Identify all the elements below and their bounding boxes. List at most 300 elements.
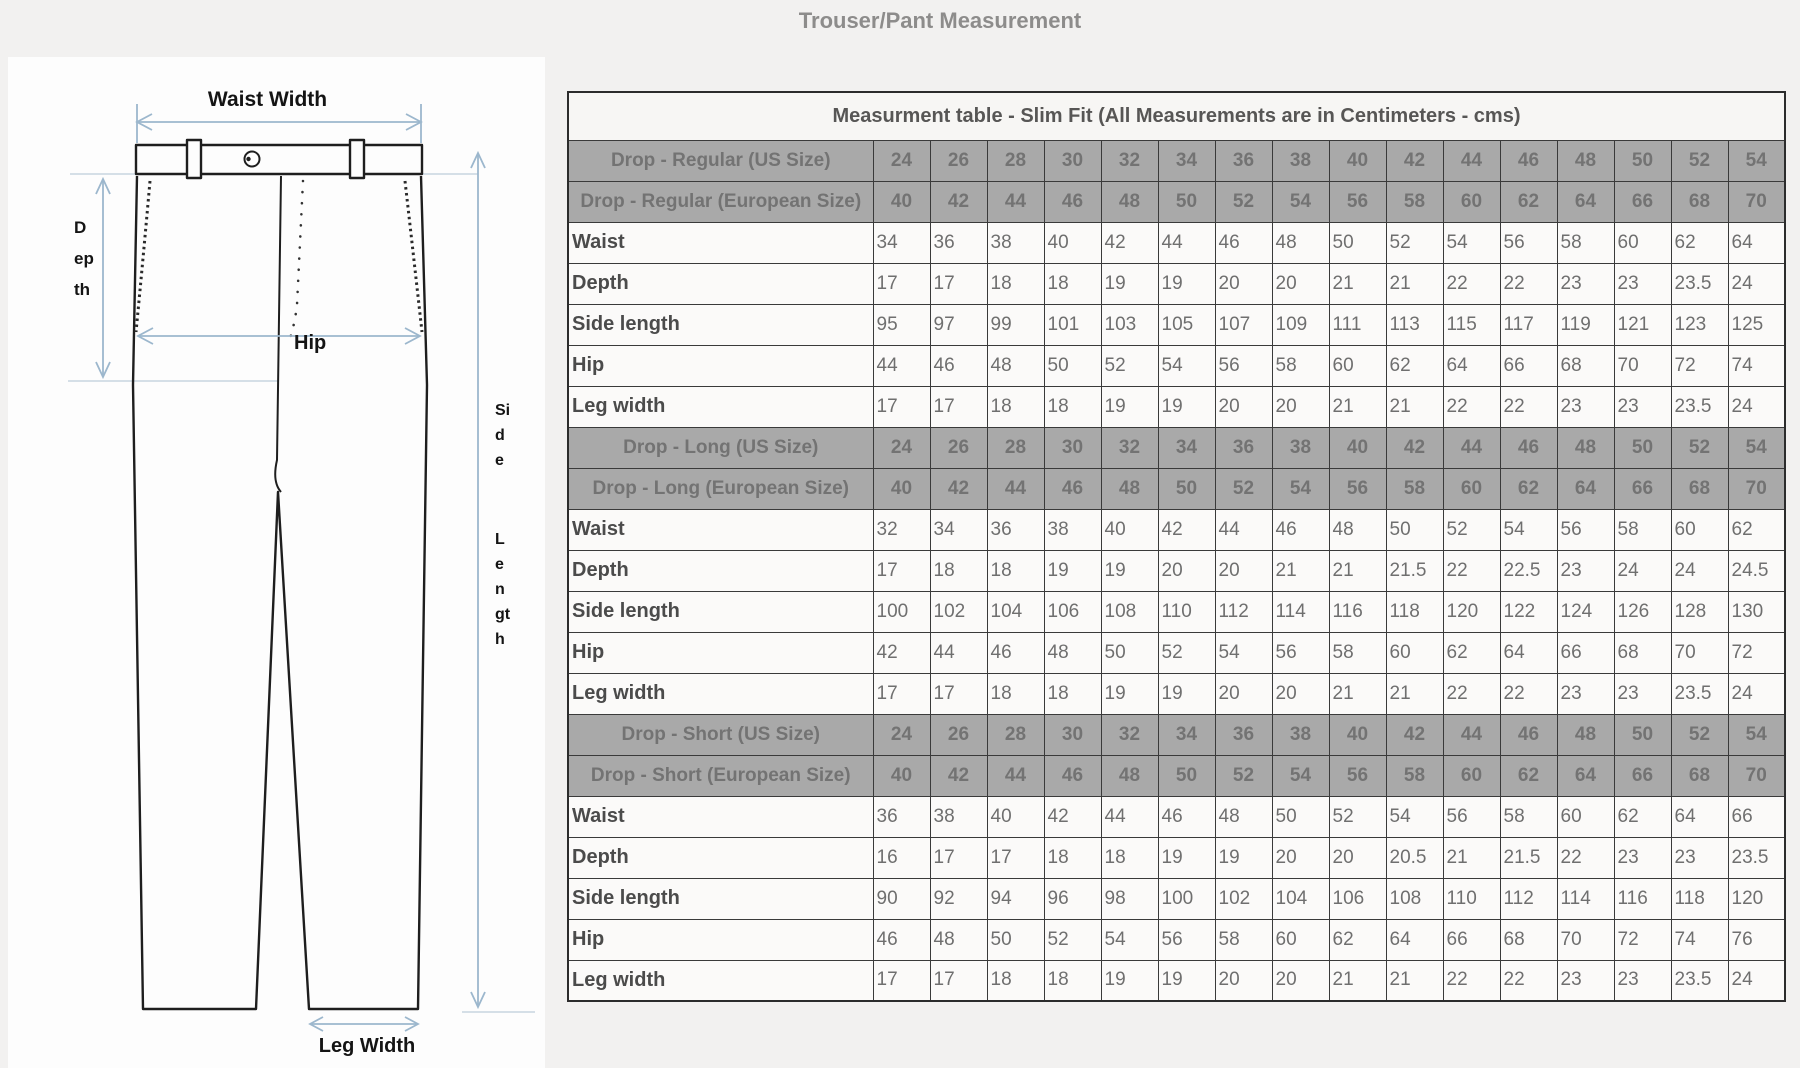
value-cell: 23.5 bbox=[1671, 263, 1728, 304]
value-cell: 56 bbox=[1443, 796, 1500, 837]
size-header-cell: 42 bbox=[1386, 140, 1443, 181]
value-cell: 64 bbox=[1500, 632, 1557, 673]
value-cell: 24.5 bbox=[1728, 550, 1785, 591]
value-cell: 106 bbox=[1044, 591, 1101, 632]
size-header-cell: 58 bbox=[1386, 468, 1443, 509]
section-eu-header-row bbox=[568, 468, 1785, 509]
measurement-row bbox=[568, 632, 1785, 673]
value-cell: 111 bbox=[1329, 304, 1386, 345]
size-header-cell: 28 bbox=[987, 714, 1044, 755]
value-cell: 105 bbox=[1158, 304, 1215, 345]
value-cell: 119 bbox=[1557, 304, 1614, 345]
row-label: Drop - Long (US Size) bbox=[568, 427, 873, 468]
value-cell: 108 bbox=[1101, 591, 1158, 632]
size-header-cell: 48 bbox=[1101, 755, 1158, 796]
value-cell: 68 bbox=[1614, 632, 1671, 673]
value-cell: 18 bbox=[987, 550, 1044, 591]
size-header-cell: 70 bbox=[1728, 755, 1785, 796]
value-cell: 58 bbox=[1557, 222, 1614, 263]
value-cell: 103 bbox=[1101, 304, 1158, 345]
value-cell: 21 bbox=[1386, 386, 1443, 427]
value-cell: 20 bbox=[1215, 673, 1272, 714]
value-cell: 17 bbox=[930, 263, 987, 304]
measurement-arrows bbox=[96, 104, 485, 1031]
size-header-cell: 70 bbox=[1728, 468, 1785, 509]
value-cell: 54 bbox=[1158, 345, 1215, 386]
value-cell: 56 bbox=[1557, 509, 1614, 550]
value-cell: 56 bbox=[1215, 345, 1272, 386]
value-cell: 62 bbox=[1728, 509, 1785, 550]
value-cell: 66 bbox=[1557, 632, 1614, 673]
value-cell: 23.5 bbox=[1671, 386, 1728, 427]
value-cell: 21 bbox=[1329, 550, 1386, 591]
size-header-cell: 56 bbox=[1329, 181, 1386, 222]
value-cell: 18 bbox=[1044, 837, 1101, 878]
value-cell: 19 bbox=[1101, 673, 1158, 714]
value-cell: 20 bbox=[1215, 960, 1272, 1001]
value-cell: 44 bbox=[1101, 796, 1158, 837]
value-cell: 46 bbox=[1215, 222, 1272, 263]
measurement-row bbox=[568, 796, 1785, 837]
size-header-cell: 42 bbox=[930, 181, 987, 222]
value-cell: 18 bbox=[1044, 386, 1101, 427]
value-cell: 21 bbox=[1386, 960, 1443, 1001]
value-cell: 107 bbox=[1215, 304, 1272, 345]
value-cell: 23 bbox=[1614, 837, 1671, 878]
value-cell: 46 bbox=[987, 632, 1044, 673]
size-header-cell: 50 bbox=[1158, 468, 1215, 509]
value-cell: 110 bbox=[1158, 591, 1215, 632]
value-cell: 19 bbox=[1101, 550, 1158, 591]
row-label: Drop - Regular (US Size) bbox=[568, 140, 873, 181]
value-cell: 66 bbox=[1443, 919, 1500, 960]
dotted-pocket-line bbox=[287, 181, 303, 346]
size-header-cell: 40 bbox=[1329, 714, 1386, 755]
value-cell: 17 bbox=[930, 673, 987, 714]
value-cell: 22 bbox=[1443, 960, 1500, 1001]
value-cell: 20 bbox=[1215, 550, 1272, 591]
value-cell: 74 bbox=[1671, 919, 1728, 960]
size-header-cell: 44 bbox=[1443, 427, 1500, 468]
value-cell: 24 bbox=[1671, 550, 1728, 591]
value-cell: 36 bbox=[930, 222, 987, 263]
value-cell: 18 bbox=[987, 960, 1044, 1001]
size-header-cell: 66 bbox=[1614, 755, 1671, 796]
value-cell: 44 bbox=[930, 632, 987, 673]
size-header-cell: 42 bbox=[930, 755, 987, 796]
measurement-row bbox=[568, 919, 1785, 960]
value-cell: 40 bbox=[987, 796, 1044, 837]
value-cell: 58 bbox=[1500, 796, 1557, 837]
row-label: Depth bbox=[568, 550, 873, 591]
value-cell: 46 bbox=[930, 345, 987, 386]
value-cell: 17 bbox=[873, 386, 930, 427]
value-cell: 19 bbox=[1215, 837, 1272, 878]
value-cell: 23 bbox=[1614, 263, 1671, 304]
value-cell: 38 bbox=[1044, 509, 1101, 550]
size-header-cell: 24 bbox=[873, 427, 930, 468]
size-header-cell: 36 bbox=[1215, 140, 1272, 181]
value-cell: 116 bbox=[1329, 591, 1386, 632]
size-header-cell: 54 bbox=[1728, 714, 1785, 755]
row-label: Drop - Short (European Size) bbox=[568, 755, 873, 796]
size-header-cell: 32 bbox=[1101, 427, 1158, 468]
value-cell: 124 bbox=[1557, 591, 1614, 632]
value-cell: 20.5 bbox=[1386, 837, 1443, 878]
value-cell: 70 bbox=[1614, 345, 1671, 386]
size-header-cell: 48 bbox=[1557, 140, 1614, 181]
value-cell: 19 bbox=[1101, 386, 1158, 427]
value-cell: 112 bbox=[1215, 591, 1272, 632]
size-header-cell: 44 bbox=[987, 468, 1044, 509]
size-header-cell: 44 bbox=[1443, 714, 1500, 755]
value-cell: 23 bbox=[1557, 263, 1614, 304]
value-cell: 21 bbox=[1272, 550, 1329, 591]
value-cell: 116 bbox=[1614, 878, 1671, 919]
size-header-cell: 68 bbox=[1671, 468, 1728, 509]
value-cell: 17 bbox=[873, 263, 930, 304]
size-header-cell: 26 bbox=[930, 427, 987, 468]
section-eu-header-row bbox=[568, 755, 1785, 796]
size-header-cell: 48 bbox=[1557, 714, 1614, 755]
measurement-table bbox=[567, 91, 1786, 1002]
value-cell: 46 bbox=[1158, 796, 1215, 837]
size-header-cell: 34 bbox=[1158, 427, 1215, 468]
size-header-cell: 38 bbox=[1272, 714, 1329, 755]
value-cell: 44 bbox=[873, 345, 930, 386]
size-header-cell: 42 bbox=[1386, 714, 1443, 755]
size-header-cell: 26 bbox=[930, 714, 987, 755]
value-cell: 122 bbox=[1500, 591, 1557, 632]
leg-width-arrow bbox=[310, 1017, 418, 1031]
value-cell: 32 bbox=[873, 509, 930, 550]
row-label: Drop - Long (European Size) bbox=[568, 468, 873, 509]
size-header-cell: 30 bbox=[1044, 714, 1101, 755]
value-cell: 22 bbox=[1500, 386, 1557, 427]
size-header-cell: 58 bbox=[1386, 181, 1443, 222]
value-cell: 16 bbox=[873, 837, 930, 878]
value-cell: 104 bbox=[987, 591, 1044, 632]
value-cell: 40 bbox=[1044, 222, 1101, 263]
value-cell: 94 bbox=[987, 878, 1044, 919]
value-cell: 17 bbox=[987, 837, 1044, 878]
page-title: Trouser/Pant Measurement bbox=[798, 8, 1082, 33]
value-cell: 50 bbox=[1329, 222, 1386, 263]
value-cell: 64 bbox=[1386, 919, 1443, 960]
right-pocket-seam bbox=[405, 181, 422, 332]
value-cell: 126 bbox=[1614, 591, 1671, 632]
value-cell: 20 bbox=[1272, 673, 1329, 714]
size-header-cell: 30 bbox=[1044, 427, 1101, 468]
side-length-label-length: Length bbox=[495, 531, 511, 648]
row-label: Side length bbox=[568, 304, 873, 345]
value-cell: 95 bbox=[873, 304, 930, 345]
value-cell: 17 bbox=[930, 960, 987, 1001]
size-header-cell: 52 bbox=[1671, 140, 1728, 181]
value-cell: 60 bbox=[1272, 919, 1329, 960]
size-header-cell: 40 bbox=[873, 755, 930, 796]
section-eu-header-row bbox=[568, 181, 1785, 222]
value-cell: 128 bbox=[1671, 591, 1728, 632]
size-header-cell: 50 bbox=[1158, 755, 1215, 796]
value-cell: 62 bbox=[1386, 345, 1443, 386]
value-cell: 68 bbox=[1557, 345, 1614, 386]
value-cell: 64 bbox=[1443, 345, 1500, 386]
size-header-cell: 46 bbox=[1500, 714, 1557, 755]
size-header-cell: 46 bbox=[1500, 427, 1557, 468]
size-header-cell: 66 bbox=[1614, 468, 1671, 509]
value-cell: 17 bbox=[873, 673, 930, 714]
row-label: Waist bbox=[568, 222, 873, 263]
value-cell: 120 bbox=[1728, 878, 1785, 919]
value-cell: 24 bbox=[1728, 263, 1785, 304]
size-header-cell: 40 bbox=[873, 181, 930, 222]
value-cell: 17 bbox=[930, 837, 987, 878]
size-header-cell: 64 bbox=[1557, 468, 1614, 509]
value-cell: 118 bbox=[1386, 591, 1443, 632]
value-cell: 102 bbox=[1215, 878, 1272, 919]
value-cell: 60 bbox=[1329, 345, 1386, 386]
value-cell: 70 bbox=[1557, 919, 1614, 960]
size-header-cell: 40 bbox=[873, 468, 930, 509]
value-cell: 18 bbox=[1044, 960, 1101, 1001]
size-header-cell: 42 bbox=[1386, 427, 1443, 468]
size-header-cell: 68 bbox=[1671, 755, 1728, 796]
size-header-cell: 38 bbox=[1272, 140, 1329, 181]
value-cell: 38 bbox=[930, 796, 987, 837]
value-cell: 23.5 bbox=[1728, 837, 1785, 878]
hip-label: Hip bbox=[294, 332, 327, 354]
value-cell: 18 bbox=[987, 263, 1044, 304]
size-header-cell: 46 bbox=[1044, 755, 1101, 796]
value-cell: 54 bbox=[1101, 919, 1158, 960]
measurement-row bbox=[568, 878, 1785, 919]
size-header-cell: 70 bbox=[1728, 181, 1785, 222]
section-us-header-row bbox=[568, 714, 1785, 755]
value-cell: 92 bbox=[930, 878, 987, 919]
value-cell: 20 bbox=[1272, 386, 1329, 427]
value-cell: 72 bbox=[1728, 632, 1785, 673]
row-label: Leg width bbox=[568, 960, 873, 1001]
value-cell: 52 bbox=[1329, 796, 1386, 837]
value-cell: 109 bbox=[1272, 304, 1329, 345]
size-header-cell: 48 bbox=[1557, 427, 1614, 468]
depth-label: Depth bbox=[74, 218, 94, 299]
size-header-cell: 48 bbox=[1101, 468, 1158, 509]
size-header-cell: 34 bbox=[1158, 714, 1215, 755]
value-cell: 56 bbox=[1272, 632, 1329, 673]
size-header-cell: 50 bbox=[1614, 140, 1671, 181]
row-label: Drop - Short (US Size) bbox=[568, 714, 873, 755]
size-header-cell: 44 bbox=[1443, 140, 1500, 181]
value-cell: 48 bbox=[930, 919, 987, 960]
row-label: Waist bbox=[568, 509, 873, 550]
row-label: Drop - Regular (European Size) bbox=[568, 181, 873, 222]
value-cell: 42 bbox=[1158, 509, 1215, 550]
value-cell: 23 bbox=[1557, 673, 1614, 714]
row-label: Hip bbox=[568, 919, 873, 960]
value-cell: 100 bbox=[873, 591, 930, 632]
table-title-row bbox=[568, 92, 1785, 140]
value-cell: 104 bbox=[1272, 878, 1329, 919]
value-cell: 115 bbox=[1443, 304, 1500, 345]
size-header-cell: 28 bbox=[987, 140, 1044, 181]
measurement-row bbox=[568, 263, 1785, 304]
size-header-cell: 40 bbox=[1329, 140, 1386, 181]
value-cell: 54 bbox=[1215, 632, 1272, 673]
belt-loop-left bbox=[187, 140, 201, 178]
value-cell: 48 bbox=[1329, 509, 1386, 550]
size-header-cell: 60 bbox=[1443, 755, 1500, 796]
value-cell: 21.5 bbox=[1500, 837, 1557, 878]
value-cell: 22 bbox=[1557, 837, 1614, 878]
row-label: Hip bbox=[568, 345, 873, 386]
value-cell: 38 bbox=[987, 222, 1044, 263]
size-header-cell: 56 bbox=[1329, 755, 1386, 796]
fly-line bbox=[275, 176, 281, 492]
value-cell: 20 bbox=[1215, 263, 1272, 304]
value-cell: 19 bbox=[1158, 960, 1215, 1001]
size-header-cell: 24 bbox=[873, 714, 930, 755]
value-cell: 24 bbox=[1728, 386, 1785, 427]
measurement-row bbox=[568, 837, 1785, 878]
value-cell: 23 bbox=[1614, 386, 1671, 427]
value-cell: 22 bbox=[1500, 673, 1557, 714]
value-cell: 18 bbox=[1044, 673, 1101, 714]
size-header-cell: 38 bbox=[1272, 427, 1329, 468]
value-cell: 68 bbox=[1500, 919, 1557, 960]
size-header-cell: 36 bbox=[1215, 714, 1272, 755]
size-header-cell: 48 bbox=[1101, 181, 1158, 222]
value-cell: 48 bbox=[987, 345, 1044, 386]
size-header-cell: 44 bbox=[987, 755, 1044, 796]
size-header-cell: 54 bbox=[1272, 181, 1329, 222]
value-cell: 17 bbox=[873, 960, 930, 1001]
value-cell: 18 bbox=[1044, 263, 1101, 304]
value-cell: 60 bbox=[1557, 796, 1614, 837]
value-cell: 52 bbox=[1044, 919, 1101, 960]
value-cell: 60 bbox=[1386, 632, 1443, 673]
row-label: Waist bbox=[568, 796, 873, 837]
size-header-cell: 36 bbox=[1215, 427, 1272, 468]
value-cell: 21 bbox=[1329, 263, 1386, 304]
value-cell: 76 bbox=[1728, 919, 1785, 960]
value-cell: 60 bbox=[1614, 222, 1671, 263]
size-header-cell: 44 bbox=[987, 181, 1044, 222]
section-us-header-row bbox=[568, 140, 1785, 181]
belt-loop-right bbox=[350, 140, 364, 178]
value-cell: 62 bbox=[1329, 919, 1386, 960]
value-cell: 106 bbox=[1329, 878, 1386, 919]
value-cell: 50 bbox=[1272, 796, 1329, 837]
button-hole bbox=[246, 157, 250, 161]
value-cell: 99 bbox=[987, 304, 1044, 345]
size-header-cell: 62 bbox=[1500, 468, 1557, 509]
measurement-row bbox=[568, 550, 1785, 591]
value-cell: 58 bbox=[1614, 509, 1671, 550]
value-cell: 64 bbox=[1671, 796, 1728, 837]
value-cell: 74 bbox=[1728, 345, 1785, 386]
value-cell: 18 bbox=[1101, 837, 1158, 878]
value-cell: 70 bbox=[1671, 632, 1728, 673]
value-cell: 22 bbox=[1443, 386, 1500, 427]
value-cell: 48 bbox=[1044, 632, 1101, 673]
measurement-row bbox=[568, 591, 1785, 632]
value-cell: 58 bbox=[1329, 632, 1386, 673]
size-header-cell: 54 bbox=[1728, 427, 1785, 468]
size-header-cell: 50 bbox=[1614, 714, 1671, 755]
row-label: Depth bbox=[568, 263, 873, 304]
value-cell: 22 bbox=[1443, 263, 1500, 304]
value-cell: 62 bbox=[1443, 632, 1500, 673]
value-cell: 24 bbox=[1728, 673, 1785, 714]
size-header-cell: 54 bbox=[1272, 468, 1329, 509]
value-cell: 22 bbox=[1443, 673, 1500, 714]
value-cell: 19 bbox=[1101, 263, 1158, 304]
value-cell: 52 bbox=[1386, 222, 1443, 263]
value-cell: 19 bbox=[1158, 673, 1215, 714]
value-cell: 18 bbox=[987, 386, 1044, 427]
value-cell: 20 bbox=[1272, 837, 1329, 878]
value-cell: 121 bbox=[1614, 304, 1671, 345]
value-cell: 110 bbox=[1443, 878, 1500, 919]
table-title: Measurment table - Slim Fit (All Measurements are in Centimeters - cms) bbox=[568, 92, 1785, 140]
value-cell: 42 bbox=[1044, 796, 1101, 837]
row-label: Side length bbox=[568, 878, 873, 919]
value-cell: 96 bbox=[1044, 878, 1101, 919]
value-cell: 24 bbox=[1728, 960, 1785, 1001]
size-header-cell: 66 bbox=[1614, 181, 1671, 222]
depth-arrow bbox=[96, 179, 110, 377]
value-cell: 18 bbox=[930, 550, 987, 591]
size-header-cell: 64 bbox=[1557, 755, 1614, 796]
value-cell: 40 bbox=[1101, 509, 1158, 550]
size-header-cell: 54 bbox=[1728, 140, 1785, 181]
value-cell: 23 bbox=[1557, 386, 1614, 427]
value-cell: 98 bbox=[1101, 878, 1158, 919]
value-cell: 21 bbox=[1443, 837, 1500, 878]
size-header-cell: 50 bbox=[1614, 427, 1671, 468]
measurement-row bbox=[568, 345, 1785, 386]
value-cell: 50 bbox=[1386, 509, 1443, 550]
size-header-cell: 46 bbox=[1044, 181, 1101, 222]
table-body bbox=[568, 140, 1785, 1001]
trouser-diagram-panel bbox=[8, 57, 545, 1068]
size-header-cell: 52 bbox=[1215, 181, 1272, 222]
value-cell: 23 bbox=[1614, 960, 1671, 1001]
size-header-cell: 58 bbox=[1386, 755, 1443, 796]
side-length-arrow bbox=[471, 153, 485, 1007]
value-cell: 34 bbox=[930, 509, 987, 550]
value-cell: 20 bbox=[1272, 960, 1329, 1001]
value-cell: 42 bbox=[873, 632, 930, 673]
value-cell: 52 bbox=[1158, 632, 1215, 673]
size-header-cell: 46 bbox=[1044, 468, 1101, 509]
value-cell: 60 bbox=[1671, 509, 1728, 550]
size-header-cell: 34 bbox=[1158, 140, 1215, 181]
size-header-cell: 60 bbox=[1443, 468, 1500, 509]
size-header-cell: 68 bbox=[1671, 181, 1728, 222]
size-header-cell: 28 bbox=[987, 427, 1044, 468]
measurement-row bbox=[568, 673, 1785, 714]
value-cell: 21 bbox=[1329, 673, 1386, 714]
row-label: Hip bbox=[568, 632, 873, 673]
value-cell: 54 bbox=[1386, 796, 1443, 837]
value-cell: 118 bbox=[1671, 878, 1728, 919]
size-header-cell: 24 bbox=[873, 140, 930, 181]
value-cell: 90 bbox=[873, 878, 930, 919]
size-header-cell: 52 bbox=[1215, 468, 1272, 509]
